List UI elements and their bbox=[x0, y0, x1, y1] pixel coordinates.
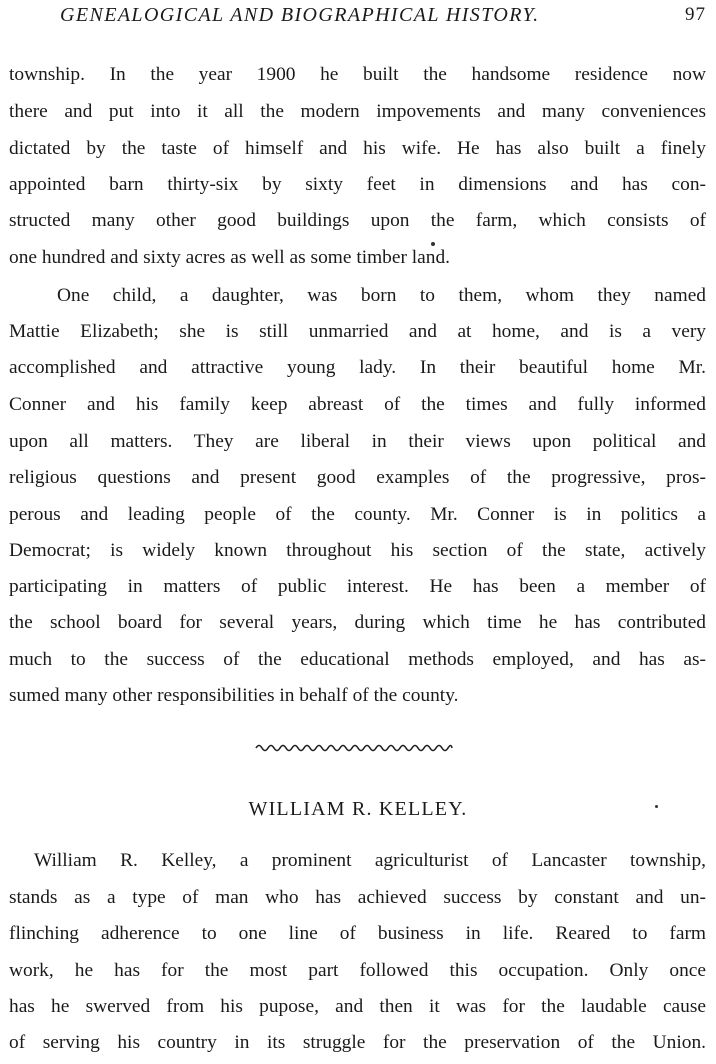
text-line: stands as a type of man who has achieved success by constant and un- bbox=[9, 887, 706, 908]
text-line: the school board for several years, during which time he has contributed bbox=[9, 612, 706, 633]
section-heading: WILLIAM R. KELLEY. bbox=[248, 798, 468, 820]
text-line: One child, a daughter, was born to them, whom they named bbox=[57, 285, 706, 306]
print-speck bbox=[431, 242, 435, 246]
text-line: work, he has for the most part followed this occupation. Only once bbox=[9, 960, 706, 981]
text-line: accomplished and attractive young lady. In their beautiful home Mr. bbox=[9, 357, 706, 378]
text-line: flinching adherence to one line of business in life. Reared to farm bbox=[9, 923, 706, 944]
text-line: appointed barn thirty-six by sixty feet in dimensions and has con- bbox=[9, 174, 706, 195]
text-line: Conner and his family keep abreast of the times and fully informed bbox=[9, 394, 706, 415]
text-line: dictated by the taste of himself and his wife. He has also built a finely bbox=[9, 138, 706, 159]
text-line: perous and leading people of the county. Mr. Conner is in politics a bbox=[9, 504, 706, 525]
text-line: Democrat; is widely known throughout his section of the state, actively bbox=[9, 540, 706, 561]
text-line: sumed many other responsibilities in behalf of the county. bbox=[9, 685, 459, 706]
text-line: William R. Kelley, a prominent agriculturist of Lancaster township, bbox=[34, 850, 706, 871]
text-line: Mattie Elizabeth; she is still unmarried and at home, and is a very bbox=[9, 321, 706, 342]
print-speck bbox=[655, 805, 658, 808]
page-number: 97 bbox=[685, 4, 706, 25]
text-line: upon all matters. They are liberal in their views upon political and bbox=[9, 431, 706, 452]
text-line: has he swerved from his pupose, and then it was for the laudable cause bbox=[9, 996, 706, 1017]
text-line: township. In the year 1900 he built the handsome residence now bbox=[9, 64, 706, 85]
text-line: structed many other good buildings upon the farm, which consists of bbox=[9, 210, 706, 231]
text-line: religious questions and present good examples of the progressive, pros- bbox=[9, 467, 706, 488]
text-line: there and put into it all the modern impovements and many conveniences bbox=[9, 101, 706, 122]
text-line: participating in matters of public interest. He has been a member of bbox=[9, 576, 706, 597]
wavy-divider-ornament bbox=[254, 740, 454, 754]
running-head: GENEALOGICAL AND BIOGRAPHICAL HISTORY. bbox=[60, 4, 540, 26]
text-line: of serving his country in its struggle for the preservation of the Union. bbox=[9, 1032, 706, 1053]
text-line: much to the success of the educational methods employed, and has as- bbox=[9, 649, 706, 670]
text-line: one hundred and sixty acres as well as some timber land. bbox=[9, 247, 451, 268]
